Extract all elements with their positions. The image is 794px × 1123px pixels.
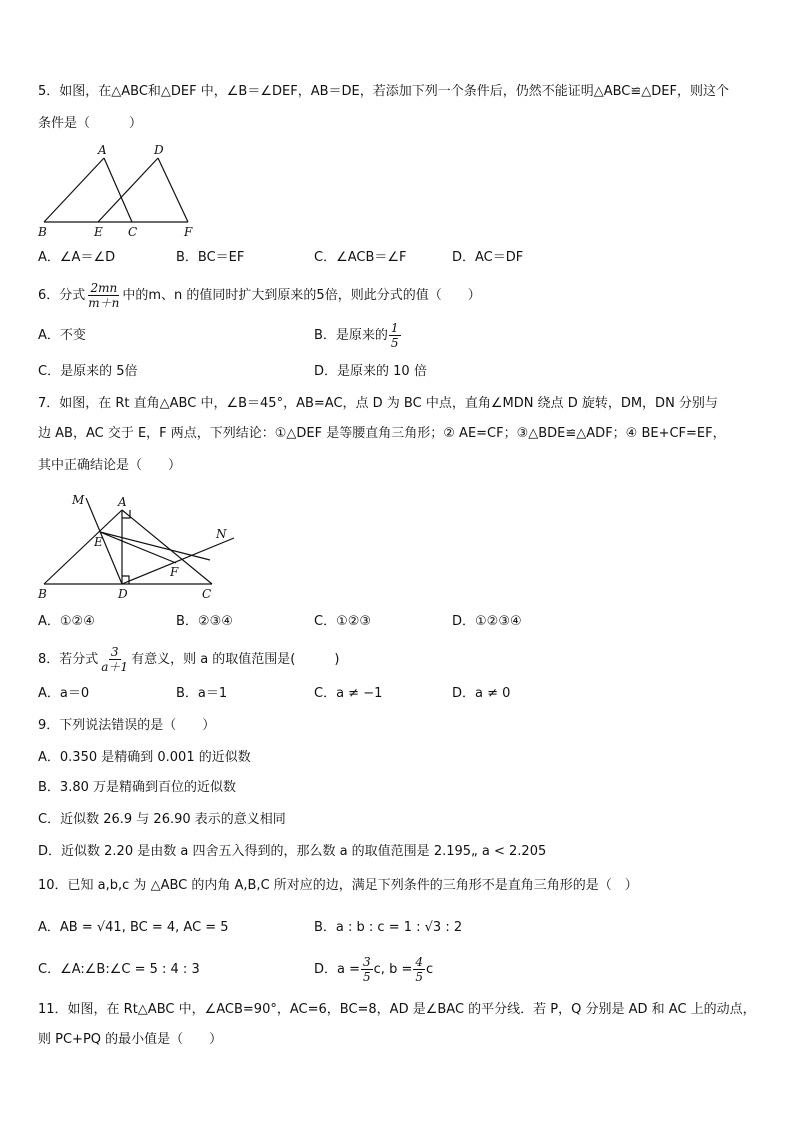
q8-fraction bbox=[99, 645, 130, 674]
q6-frac-num: 2mn bbox=[90, 281, 118, 295]
q8-option-d: D．a ≠ 0 bbox=[452, 686, 511, 701]
q7-stem-line2: 边 AB，AC 交于 E，F 两点，下列结论：①△DEF 是等腰直角三角形；② AE=CF；③△BDE≌△ADF；④ BE+CF=EF， bbox=[38, 426, 726, 441]
q9-option-a: A．0.350 是精确到 0.001 的近似数 bbox=[38, 750, 251, 765]
q8-frac-den: a＋1 bbox=[101, 660, 129, 674]
q5-option-b: B．BC＝EF bbox=[176, 250, 245, 265]
q7-label-N: N bbox=[216, 527, 227, 541]
q7-label-A: A bbox=[118, 495, 127, 509]
q7-option-b: B．②③④ bbox=[176, 614, 233, 629]
q8-option-b: B．a＝1 bbox=[176, 686, 228, 701]
q7-option-d: D．①②③④ bbox=[452, 614, 522, 629]
q6-option-d: D．是原来的 10 倍 bbox=[314, 364, 427, 379]
q10-option-d-num2: 4 bbox=[415, 955, 423, 969]
q7-option-a: A．①②④ bbox=[38, 614, 95, 629]
q6-option-b-fraction bbox=[389, 321, 401, 350]
q6-option-b-pre: B．是原来的 bbox=[314, 328, 388, 343]
q6-option-b bbox=[314, 316, 402, 356]
q8-option-a: A．a＝0 bbox=[38, 686, 90, 701]
q7-stem-line3: 其中正确结论是（ ） bbox=[38, 458, 182, 473]
q6-stem-post: 中的m、n 的值同时扩大到原来的5倍，则此分式的值（ ） bbox=[122, 288, 481, 303]
q7-figure bbox=[34, 488, 244, 604]
q11-stem-line2: 则 PC+PQ 的最小值是（ ） bbox=[38, 1032, 223, 1047]
q10-option-c: C．∠A:∠B:∠C = 5 : 4 : 3 bbox=[38, 962, 200, 977]
q5-figure bbox=[36, 142, 196, 238]
q7-stem-line1: 7．如图，在 Rt 直角△ABC 中，∠B＝45°，AB=AC，点 D 为 BC 中点，直角∠MDN 绕点 D 旋转，DM，DN 分别与 bbox=[38, 396, 718, 411]
q10-option-d-den2: 5 bbox=[415, 970, 423, 984]
q10-option-d-frac2 bbox=[413, 955, 425, 984]
q7-label-B: B bbox=[38, 587, 47, 601]
q8-frac-num: 3 bbox=[110, 645, 119, 659]
q6-option-b-num: 1 bbox=[390, 321, 399, 335]
q6-fraction bbox=[86, 281, 121, 310]
q5-label-F: F bbox=[184, 225, 193, 238]
q10-option-a: A．AB = √41, BC = 4, AC = 5 bbox=[38, 920, 229, 935]
q5-option-a: A．∠A＝∠D bbox=[38, 250, 116, 265]
q8-stem-post: 有意义，则 a 的取值范围是( ) bbox=[131, 652, 340, 667]
q10-option-d bbox=[314, 950, 433, 990]
q10-option-d-post: c bbox=[426, 962, 434, 977]
q10-option-b: B．a : b : c = 1 : √3 : 2 bbox=[314, 920, 463, 935]
q7-label-E: E bbox=[94, 535, 103, 549]
q9-stem: 9．下列说法错误的是（ ） bbox=[38, 718, 216, 733]
q8-option-c: C．a ≠ −1 bbox=[314, 686, 383, 701]
q5-stem-line2: 条件是（ ） bbox=[38, 116, 143, 131]
q10-stem: 10．已知 a,b,c 为 △ABC 的内角 A,B,C 所对应的边，满足下列条件的三角形不是直角三角形的是（ ） bbox=[38, 878, 638, 893]
q8-stem-pre: 8．若分式 bbox=[38, 652, 99, 667]
q6-stem-pre: 6．分式 bbox=[38, 288, 86, 303]
q10-option-d-frac1 bbox=[361, 955, 373, 984]
q5-label-D: D bbox=[154, 143, 164, 157]
q5-stem-line1: 5．如图，在△ABC和△DEF 中，∠B＝∠DEF，AB＝DE，若添加下列一个条件后，仍然不能证明△ABC≌△DEF，则这个 bbox=[38, 84, 729, 99]
q9-option-b: B．3.80 万是精确到百位的近似数 bbox=[38, 780, 236, 795]
q9-option-d: D．近似数 2.20 是由数 a 四舍五入得到的，那么数 a 的取值范围是 2.195„ a < 2.205 bbox=[38, 844, 547, 859]
q7-label-F: F bbox=[170, 565, 179, 579]
q10-option-d-den1: 5 bbox=[363, 970, 371, 984]
q9-option-c: C．近似数 26.9 与 26.90 表示的意义相同 bbox=[38, 812, 286, 827]
q7-label-D: D bbox=[118, 587, 128, 601]
q10-option-d-mid: c, b = bbox=[373, 962, 413, 977]
q6-option-c: C．是原来的 5倍 bbox=[38, 364, 138, 379]
q7-option-c: C．①②③ bbox=[314, 614, 372, 629]
q11-stem-line1: 11．如图，在 Rt△ABC 中，∠ACB=90°，AC=6，BC=8，AD 是∠BAC 的平分线．若 P，Q 分别是 AD 和 AC 上的动点， bbox=[38, 1002, 756, 1017]
q5-label-E: E bbox=[94, 225, 103, 238]
q6-frac-den: m＋n bbox=[88, 296, 120, 310]
q5-label-A: A bbox=[98, 143, 107, 157]
q6-option-a: A．不变 bbox=[38, 328, 86, 343]
q5-label-B: B bbox=[38, 225, 47, 238]
q6-stem bbox=[38, 276, 481, 316]
q5-option-d: D．AC＝DF bbox=[452, 250, 524, 265]
q5-option-c: C．∠ACB＝∠F bbox=[314, 250, 407, 265]
q5-label-C: C bbox=[128, 225, 138, 238]
q7-label-M: M bbox=[72, 493, 85, 507]
q10-option-d-pre: D．a = bbox=[314, 962, 361, 977]
q6-option-b-den: 5 bbox=[390, 336, 399, 350]
q7-label-C: C bbox=[202, 587, 212, 601]
q8-stem bbox=[38, 640, 339, 680]
q10-option-d-num1: 3 bbox=[363, 955, 371, 969]
